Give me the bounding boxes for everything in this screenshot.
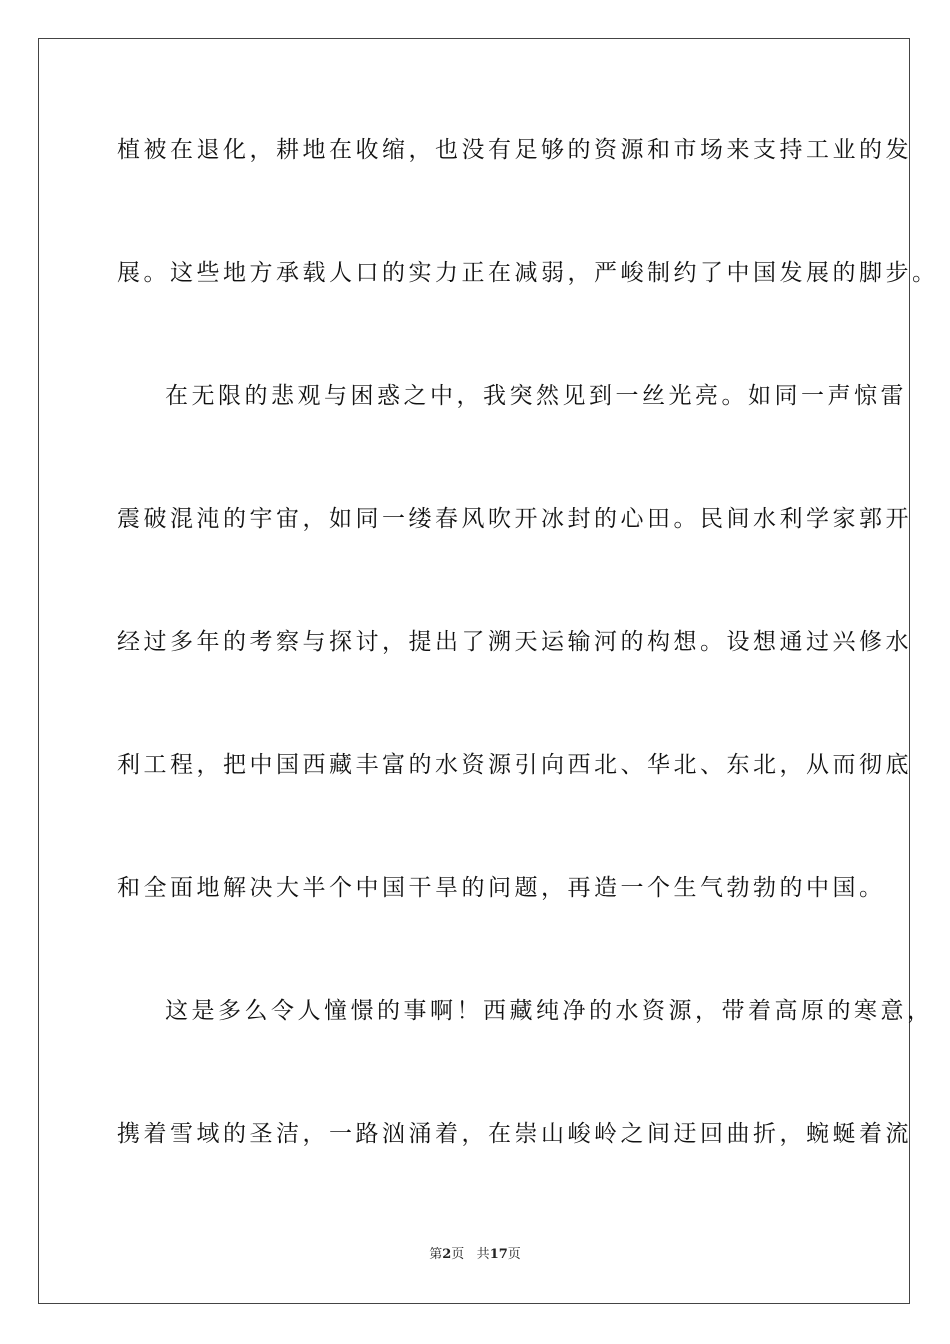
paragraph-1-line-1: 植被在退化，耕地在收缩，也没有足够的资源和市场来支持工业的发 <box>117 137 912 163</box>
page-footer <box>0 1246 950 1264</box>
paragraph-3-line-1: 这是多么令人憧憬的事啊！西藏纯净的水资源，带着高原的寒意， <box>165 998 934 1024</box>
paragraph-3-line-2: 携着雪域的圣洁，一路汹涌着，在崇山峻岭之间迂回曲折，蜿蜒着流 <box>117 1121 912 1147</box>
paragraph-2-line-2: 震破混沌的宇宙，如同一缕春风吹开冰封的心田。民间水利学家郭开 <box>117 506 912 532</box>
page-border <box>38 38 910 1304</box>
paragraph-2-line-4: 利工程，把中国西藏丰富的水资源引向西北、华北、东北，从而彻底 <box>117 752 912 778</box>
paragraph-2-line-1: 在无限的悲观与困惑之中，我突然见到一丝光亮。如同一声惊雷 <box>165 383 907 409</box>
page-number: 2 <box>442 1247 452 1262</box>
paragraph-2-line-3: 经过多年的考察与探讨，提出了溯天运输河的构想。设想通过兴修水 <box>117 629 912 655</box>
total-prefix: 共 <box>476 1247 490 1262</box>
page-suffix: 页 <box>451 1247 465 1262</box>
paragraph-1-line-2: 展。这些地方承载人口的实力正在减弱，严峻制约了中国发展的脚步。 <box>117 260 939 286</box>
total-suffix: 页 <box>507 1247 521 1262</box>
page-prefix: 第 <box>429 1247 443 1262</box>
total-pages: 17 <box>489 1247 508 1262</box>
paragraph-2-line-5: 和全面地解决大半个中国干旱的问题，再造一个生气勃勃的中国。 <box>117 875 886 901</box>
